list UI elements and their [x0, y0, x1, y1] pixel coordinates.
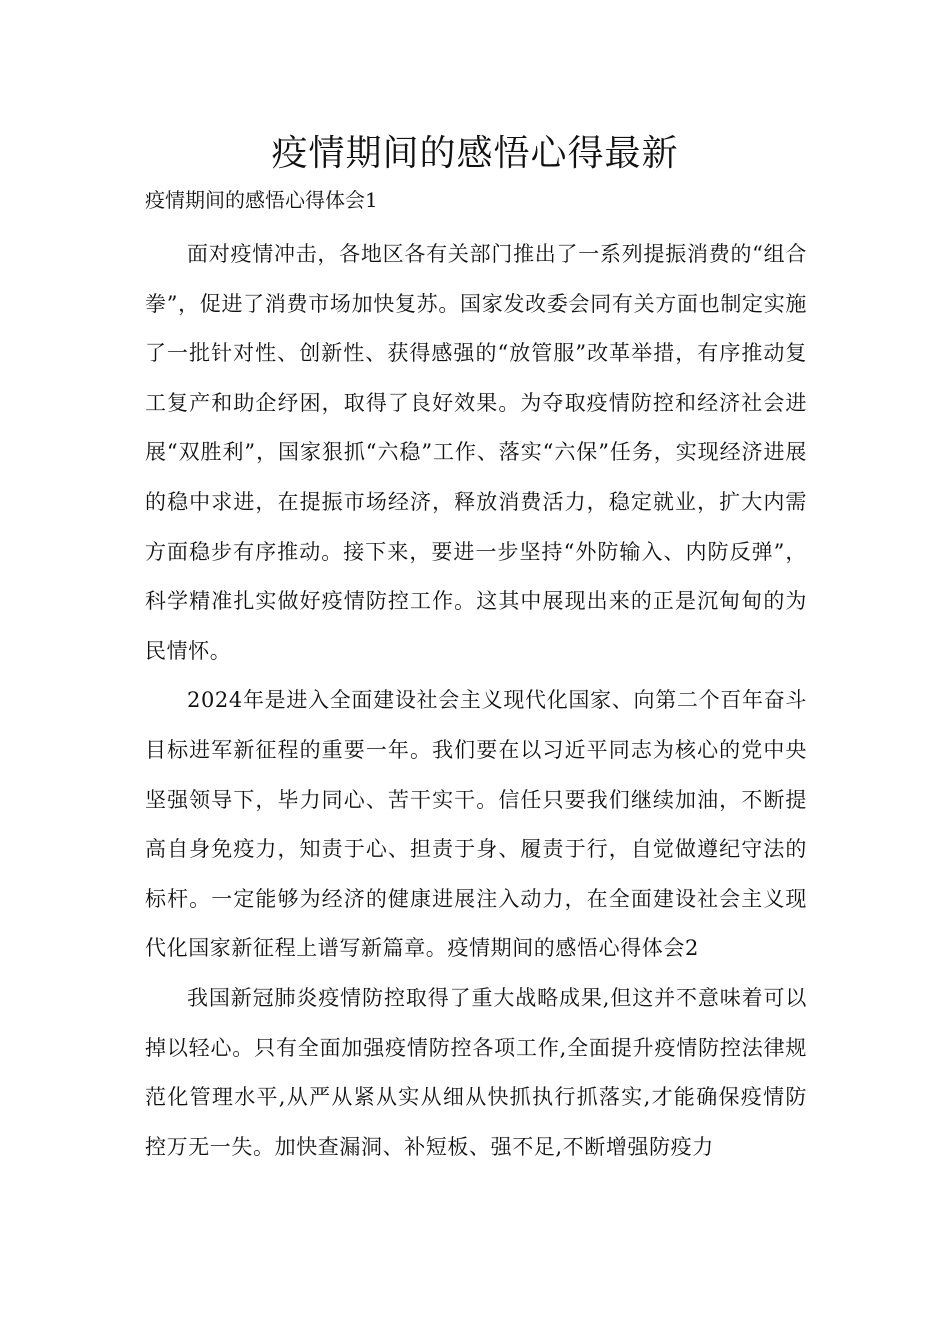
- paragraph-2: 2024年是进入全面建设社会主义现代化国家、向第二个百年奋斗目标进军新征程的重要一年。我们要在以习近平同志为核心的党中央坚强领导下，毕力同心、苦干实干。信任只要我们继续加油，不断提高自身免疫力，知责于心、担责于身、履责于行，自觉做遵纪守法的标杆。一定能够为经济的健康进展注入动力，在全面建设社会主义现代化国家新征程上谱写新篇章。疫情期间的感悟心得体会2: [145, 688, 807, 961]
- paragraph-1: 面对疫情冲击，各地区各有关部门推出了一系列提振消费的“组合拳”，促进了消费市场加快复苏。国家发改委会同有关方面也制定实施了一批针对性、创新性、获得感强的“放管服”改革举措，有序推动复工复产和助企纾困，取得了良好效果。为夺取疫情防控和经济社会进展“双胜利”，国家狠抓“六稳”工作、落实“六保”任务，实现经济进展的稳中求进，在提振市场经济，释放消费活力，稳定就业，扩大内需方面稳步有序推动。接下来，要进一步坚持“外防输入、内防反弹”，科学精准扎实做好疫情防控工作。这其中展现出来的正是沉甸甸的为民情怀。: [145, 242, 807, 663]
- document-body: [145, 230, 807, 1172]
- section-heading: 疫情期间的感悟心得体会1: [145, 188, 378, 212]
- document-title: 疫情期间的感悟心得最新: [271, 133, 679, 174]
- paragraph-3: 我国新冠肺炎疫情防控取得了重大战略成果,但这并不意味着可以掉以轻心。只有全面加强疫情防控各项工作,全面提升疫情防控法律规范化管理水平,从严从紧从实从细从快抓执行抓落实,才能确保疫情防控万无一失。加快查漏洞、补短板、强不足,不断增强防疫力: [145, 985, 807, 1159]
